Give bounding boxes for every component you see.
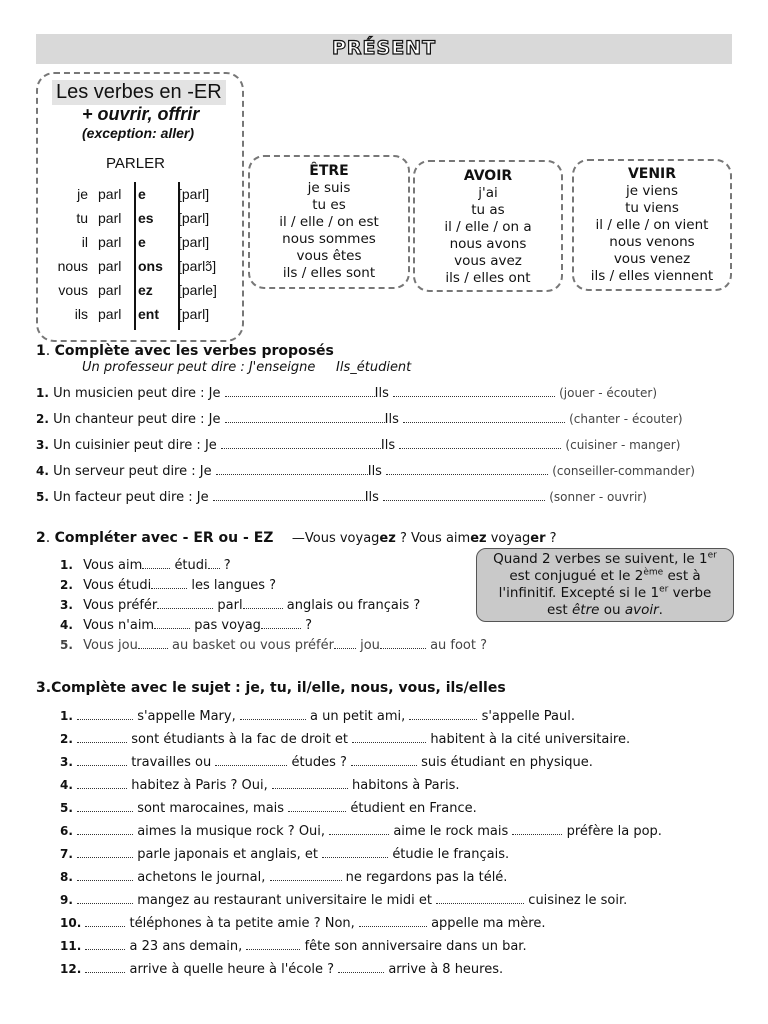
answer-blank[interactable] xyxy=(216,462,368,475)
er-title: Les verbes en -ER xyxy=(52,80,226,105)
pronoun: tu xyxy=(76,210,88,226)
ils-label: Ils xyxy=(364,490,379,505)
answer-blank[interactable] xyxy=(85,914,125,927)
conj-row xyxy=(48,282,238,306)
answer-blank[interactable] xyxy=(393,384,555,397)
pronunciation: [parl] xyxy=(178,186,210,202)
answer-blank[interactable] xyxy=(409,707,477,720)
avoir-line: j'ai xyxy=(478,185,498,201)
ending: ez xyxy=(138,282,153,298)
answer-blank[interactable] xyxy=(77,868,133,881)
answer-blank[interactable] xyxy=(240,707,306,720)
answer-blank[interactable] xyxy=(77,707,133,720)
answer-blank[interactable] xyxy=(322,845,388,858)
ex2-title: Compléter avec - ER ou - EZ xyxy=(54,530,274,546)
ex1-number: 1 xyxy=(36,343,46,359)
stem: parl xyxy=(98,234,122,250)
stem: parl xyxy=(98,306,122,322)
pronunciation: [parl] xyxy=(178,210,210,226)
answer-blank[interactable] xyxy=(77,891,133,904)
etre-box xyxy=(248,155,410,289)
ex2-example: —Vous voyagez ? Vous aimez voyager ? xyxy=(291,531,557,546)
ex1-item xyxy=(36,410,683,427)
verb-hint: (conseiller-commander) xyxy=(552,464,695,478)
er-verb-name: PARLER xyxy=(106,155,165,172)
venir-line: ils / elles viennent xyxy=(590,268,714,284)
venir-line: je viens xyxy=(626,183,678,199)
pronoun: vous xyxy=(58,282,88,298)
pronoun: je xyxy=(77,186,88,202)
answer-blank[interactable] xyxy=(138,636,168,649)
answer-blank[interactable] xyxy=(77,730,127,743)
answer-blank[interactable] xyxy=(351,753,417,766)
verb-hint: (sonner - ouvrir) xyxy=(549,490,647,504)
item-text: Un musicien peut dire : Je xyxy=(53,386,221,401)
item-number: 4. xyxy=(36,464,49,478)
ex3-item: 1. s'appelle Mary, a un petit ami, s'appelle Paul. xyxy=(60,709,575,724)
pronoun: ils xyxy=(74,306,88,322)
answer-blank[interactable] xyxy=(77,845,133,858)
ex2-item: 2. Vous étudi les langues ? xyxy=(60,578,277,593)
answer-blank[interactable] xyxy=(329,822,389,835)
ex3-number: 3. xyxy=(36,680,52,696)
answer-blank[interactable] xyxy=(261,616,301,629)
stem: parl xyxy=(98,258,122,274)
ex1-item xyxy=(36,462,695,479)
avoir-line: tu as xyxy=(471,202,505,218)
ex3-item: 9. mangez au restaurant universitaire le midi et cuisinez le soir. xyxy=(60,893,628,908)
etre-title: ÊTRE xyxy=(309,163,349,179)
ex3-subjects: : je, tu, il/elle, nous, vous, ils/elles xyxy=(235,680,506,696)
answer-blank[interactable] xyxy=(403,410,565,423)
pronoun: nous xyxy=(57,258,88,274)
answer-blank[interactable] xyxy=(272,776,348,789)
answer-blank[interactable] xyxy=(399,436,561,449)
avoir-line: ils / elles ont xyxy=(445,270,531,286)
ex3-heading xyxy=(36,680,506,696)
ex3-item: 5. sont marocaines, mais étudient en France. xyxy=(60,801,477,816)
ex3-item: 12. arrive à quelle heure à l'école ? arrive à 8 heures. xyxy=(60,962,504,977)
ex2-item: 4. Vous n'aim pas voyag ? xyxy=(60,618,312,633)
conj-row xyxy=(48,210,238,234)
item-text: Un chanteur peut dire : Je xyxy=(53,412,221,427)
ex2-item: 5. Vous jou au basket ou vous préfér jou au foot ? xyxy=(60,638,488,653)
answer-blank[interactable] xyxy=(225,384,375,397)
ex1-example: Un professeur peut dire : J'enseigne Ils_étudient xyxy=(82,360,412,375)
item-number: 3. xyxy=(36,438,49,452)
ex3-item: 3. travailles ou études ? suis étudiant en physique. xyxy=(60,755,593,770)
answer-blank[interactable] xyxy=(288,799,346,812)
ex2-item: 1. Vous aim étudi ? xyxy=(60,558,231,573)
rule-note: Quand 2 verbes se suivent, le 1er est conjugué et le 2ème est à l'infinitif. Excepté si le 1er verbe est être ou avoir. xyxy=(476,548,734,622)
verb-hint: (chanter - écouter) xyxy=(569,412,683,426)
etre-line: vous êtes xyxy=(296,248,362,264)
er-exception: (exception: aller) xyxy=(82,125,195,141)
verb-hint: (jouer - écouter) xyxy=(559,386,657,400)
answer-blank[interactable] xyxy=(154,616,190,629)
conj-row xyxy=(48,306,238,330)
answer-blank[interactable] xyxy=(338,960,384,973)
answer-blank[interactable] xyxy=(77,753,127,766)
answer-blank[interactable] xyxy=(270,868,342,881)
answer-blank[interactable] xyxy=(208,556,220,569)
item-text: Un serveur peut dire : Je xyxy=(53,464,212,479)
etre-line: il / elle / on est xyxy=(279,214,379,230)
answer-blank[interactable] xyxy=(85,960,125,973)
answer-blank[interactable] xyxy=(142,556,170,569)
pronunciation: [parl] xyxy=(178,234,210,250)
answer-blank[interactable] xyxy=(246,937,300,950)
stem: parl xyxy=(98,210,122,226)
conj-row xyxy=(48,234,238,258)
answer-blank[interactable] xyxy=(436,891,524,904)
item-text: Un cuisinier peut dire : Je xyxy=(53,438,217,453)
ending: ons xyxy=(138,258,163,274)
ex1-item xyxy=(36,384,657,401)
answer-blank[interactable] xyxy=(383,488,545,501)
verb-hint: (cuisiner - manger) xyxy=(565,438,681,452)
pronunciation: [parle] xyxy=(178,282,217,298)
venir-title: VENIR xyxy=(627,166,677,182)
avoir-box xyxy=(413,160,563,292)
conjugation-table xyxy=(48,186,238,336)
answer-blank[interactable] xyxy=(352,730,426,743)
ending: ent xyxy=(138,306,159,322)
ex1-item xyxy=(36,488,647,505)
ex3-item: 11. a 23 ans demain, fête son anniversaire dans un bar. xyxy=(60,939,527,954)
stem: parl xyxy=(98,282,122,298)
answer-blank[interactable] xyxy=(85,937,125,950)
answer-blank[interactable] xyxy=(215,753,287,766)
venir-line: tu viens xyxy=(625,200,679,216)
avoir-line: vous avez xyxy=(454,253,522,269)
answer-blank[interactable] xyxy=(77,822,133,835)
ex3-item: 8. achetons le journal, ne regardons pas la télé. xyxy=(60,870,508,885)
title-bar xyxy=(36,34,732,64)
answer-blank[interactable] xyxy=(243,596,283,609)
pronunciation: [parl] xyxy=(178,306,210,322)
ex3-item: 4. habitez à Paris ? Oui, habitons à Paris. xyxy=(60,778,460,793)
item-number: 2. xyxy=(36,412,49,426)
ex1-heading: 1. Complète avec les verbes proposés xyxy=(36,343,334,359)
ex3-item: 2. sont étudiants à la fac de droit et habitent à la cité universitaire. xyxy=(60,732,631,747)
pronoun: il xyxy=(81,234,88,250)
answer-blank[interactable] xyxy=(151,576,187,589)
answer-blank[interactable] xyxy=(512,822,562,835)
answer-blank[interactable] xyxy=(77,799,133,812)
pronunciation: [parlɔ̃] xyxy=(178,258,217,274)
ex2-item: 3. Vous préfér parl anglais ou français ? xyxy=(60,598,421,613)
answer-blank[interactable] xyxy=(225,410,385,423)
answer-blank[interactable] xyxy=(213,488,365,501)
avoir-line: nous avons xyxy=(449,236,527,252)
answer-blank[interactable] xyxy=(386,462,548,475)
etre-line: tu es xyxy=(312,197,346,213)
ex3-item: 10. téléphones à ta petite amie ? Non, appelle ma mère. xyxy=(60,916,546,931)
answer-blank[interactable] xyxy=(380,636,426,649)
avoir-title: AVOIR xyxy=(463,168,513,184)
ex3-item: 6. aimes la musique rock ? Oui, aime le rock mais préfère la pop. xyxy=(60,824,662,839)
item-number: 1. xyxy=(36,386,49,400)
venir-line: il / elle / on vient xyxy=(595,217,709,233)
item-number: 5. xyxy=(36,490,49,504)
ex1-title: Complète avec les verbes proposés xyxy=(54,343,334,359)
answer-blank[interactable] xyxy=(157,596,213,609)
ending: es xyxy=(138,210,154,226)
ex1-item xyxy=(36,436,680,453)
ending: e xyxy=(138,234,146,250)
page-title: PRÉSENT xyxy=(331,37,437,59)
venir-line: nous venons xyxy=(609,234,695,250)
ex2-heading: 2. Compléter avec - ER ou - EZ —Vous voyagez ? Vous aimez voyager ? xyxy=(36,530,557,546)
ils-label: Ils xyxy=(380,438,396,453)
avoir-line: il / elle / on a xyxy=(444,219,532,235)
etre-line: nous sommes xyxy=(282,231,376,247)
ex3-title: Complète avec le sujet xyxy=(51,680,231,696)
stem: parl xyxy=(98,186,122,202)
answer-blank[interactable] xyxy=(221,436,381,449)
ex2-number: 2 xyxy=(36,530,46,546)
conj-row xyxy=(48,258,238,282)
etre-line: je suis xyxy=(307,180,351,196)
er-subtitle: + ouvrir, offrir xyxy=(82,104,200,124)
venir-line: vous venez xyxy=(613,251,691,267)
answer-blank[interactable] xyxy=(77,776,127,789)
ils-label: Ils xyxy=(384,412,399,427)
answer-blank[interactable] xyxy=(359,914,427,927)
venir-box xyxy=(572,159,732,291)
ils-label: Ils xyxy=(367,464,382,479)
ending: e xyxy=(138,186,146,202)
etre-line: ils / elles sont xyxy=(282,265,376,281)
answer-blank[interactable] xyxy=(334,636,356,649)
item-text: Un facteur peut dire : Je xyxy=(53,490,209,505)
ex3-item: 7. parle japonais et anglais, et étudie le français. xyxy=(60,847,510,862)
ils-label: Ils xyxy=(374,386,389,401)
conj-row xyxy=(48,186,238,210)
